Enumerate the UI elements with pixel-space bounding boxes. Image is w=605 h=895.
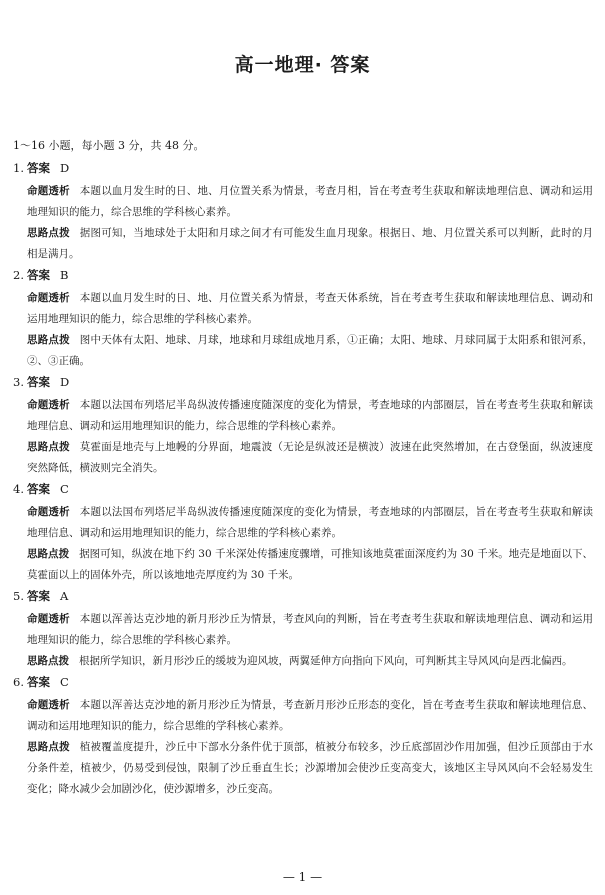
answer-option: B xyxy=(59,268,69,282)
section-intro: 1～16 小题，每小题 3 分，共 48 分。 xyxy=(13,139,205,152)
intent-paragraph xyxy=(27,502,593,544)
tips-text: 图中天体有太阳、地球、月球，地球和月球组成地月系，①正确；太阳、地球、月球同属于太阳系和银河系，②、③正确。 xyxy=(27,334,594,367)
tips-label: 思路点拨 xyxy=(27,227,70,239)
question-number: 5. xyxy=(13,589,24,603)
page-number: — 1 — xyxy=(282,870,323,884)
answer-label: 答案 xyxy=(26,675,50,689)
tips-paragraph xyxy=(27,223,593,265)
answer-option: C xyxy=(59,675,69,689)
answer-item xyxy=(13,160,593,265)
answer-item xyxy=(13,674,593,800)
answer-line xyxy=(13,481,593,498)
answer-item xyxy=(13,267,593,372)
intent-label: 命题透析 xyxy=(27,399,70,411)
answer-line xyxy=(13,588,593,605)
intent-label: 命题透析 xyxy=(27,613,70,625)
answer-label: 答案 xyxy=(26,161,50,175)
answer-label: 答案 xyxy=(26,375,50,389)
tips-label: 思路点拨 xyxy=(27,441,70,453)
intent-label: 命题透析 xyxy=(27,185,70,197)
answer-line xyxy=(13,674,593,691)
tips-paragraph xyxy=(27,737,593,800)
intent-label: 命题透析 xyxy=(27,506,70,518)
answer-label: 答案 xyxy=(26,482,50,496)
tips-paragraph xyxy=(27,544,593,586)
intent-text: 本题以血月发生时的日、地、月位置关系为情景，考查月相，旨在考查考生获取和解读地理信息、调动和运用地理知识的能力，综合思维的学科核心素养。 xyxy=(27,185,594,218)
question-number: 6. xyxy=(13,675,24,689)
intent-label: 命题透析 xyxy=(27,292,70,304)
answer-item xyxy=(13,481,593,586)
intent-text: 本题以浑善达克沙地的新月形沙丘为情景，考查风向的判断，旨在考查考生获取和解读地理信息、调动和运用地理知识的能力，综合思维的学科核心素养。 xyxy=(27,613,594,646)
tips-label: 思路点拨 xyxy=(27,548,70,560)
intent-text: 本题以法国布列塔尼半岛纵波传播速度随深度的变化为情景，考查地球的内部圈层，旨在考查考生获取和解读地理信息、调动和运用地理知识的能力，综合思维的学科核心素养。 xyxy=(27,399,594,432)
answer-item xyxy=(13,588,593,672)
answer-label: 答案 xyxy=(26,268,50,282)
intent-paragraph xyxy=(27,288,593,330)
tips-paragraph xyxy=(27,437,593,479)
answer-line xyxy=(13,160,593,177)
tips-paragraph xyxy=(27,651,593,672)
question-number: 2. xyxy=(13,268,24,282)
answer-item xyxy=(13,374,593,479)
tips-text: 植被覆盖度提升，沙丘中下部水分条件优于顶部，植被分布较多，沙丘底部固沙作用加强，但沙丘顶部由于水分条件差，植被少，仍易受到侵蚀，限制了沙丘垂直生长；沙源增加会使沙丘变高变大，该地区主导风风向不会轻易发生变化；降水减少会加剧沙化，使沙源增多，沙丘变高。 xyxy=(27,741,594,795)
tips-label: 思路点拨 xyxy=(27,741,70,753)
tips-text: 据图可知，纵波在地下约 30 千米深处传播速度骤增，可推知该地莫霍面深度约为 30 千米。地壳是地面以下、莫霍面以上的固体外壳，所以该地地壳厚度约为 30 千米。 xyxy=(27,548,593,581)
intent-text: 本题以浑善达克沙地的新月形沙丘为情景，考查新月形沙丘形态的变化，旨在考查考生获取和解读地理信息、调动和运用地理知识的能力，综合思维的学科核心素养。 xyxy=(27,699,594,732)
tips-label: 思路点拨 xyxy=(27,655,69,667)
answer-option: D xyxy=(59,161,70,175)
answer-option: D xyxy=(59,375,70,389)
page-title: 高一地理· 答案 xyxy=(234,54,371,76)
answer-line xyxy=(13,374,593,391)
tips-paragraph xyxy=(27,330,593,372)
tips-text: 据图可知，当地球处于太阳和月球之间才有可能发生血月现象。根据日、地、月位置关系可以判断，此时的月相是满月。 xyxy=(27,227,594,260)
question-number: 3. xyxy=(13,375,24,389)
intent-paragraph xyxy=(27,395,593,437)
answer-option: A xyxy=(59,589,69,603)
answer-option: C xyxy=(59,482,69,496)
tips-label: 思路点拨 xyxy=(27,334,70,346)
answer-label: 答案 xyxy=(26,589,50,603)
intent-label: 命题透析 xyxy=(27,699,70,711)
answer-line xyxy=(13,267,593,284)
question-number: 1. xyxy=(13,161,24,175)
intent-text: 本题以血月发生时的日、地、月位置关系为情景，考查天体系统，旨在考查考生获取和解读地理信息、调动和运用地理知识的能力，综合思维的学科核心素养。 xyxy=(27,292,594,325)
intent-text: 本题以法国布列塔尼半岛纵波传播速度随深度的变化为情景，考查地球的内部圈层，旨在考查考生获取和解读地理信息、调动和运用地理知识的能力，综合思维的学科核心素养。 xyxy=(27,506,594,539)
tips-text: 根据所学知识，新月形沙丘的缓坡为迎风坡，两翼延伸方向指向下风向，可判断其主导风风向是西北偏西。 xyxy=(79,655,573,667)
question-number: 4. xyxy=(13,482,24,496)
intent-paragraph xyxy=(27,695,593,737)
question-list xyxy=(13,160,593,800)
tips-text: 莫霍面是地壳与上地幔的分界面，地震波（无论是纵波还是横波）波速在此突然增加，在古登堡面，纵波速度突然降低，横波则完全消失。 xyxy=(27,441,594,474)
intent-paragraph xyxy=(27,609,593,651)
intent-paragraph xyxy=(27,181,593,223)
